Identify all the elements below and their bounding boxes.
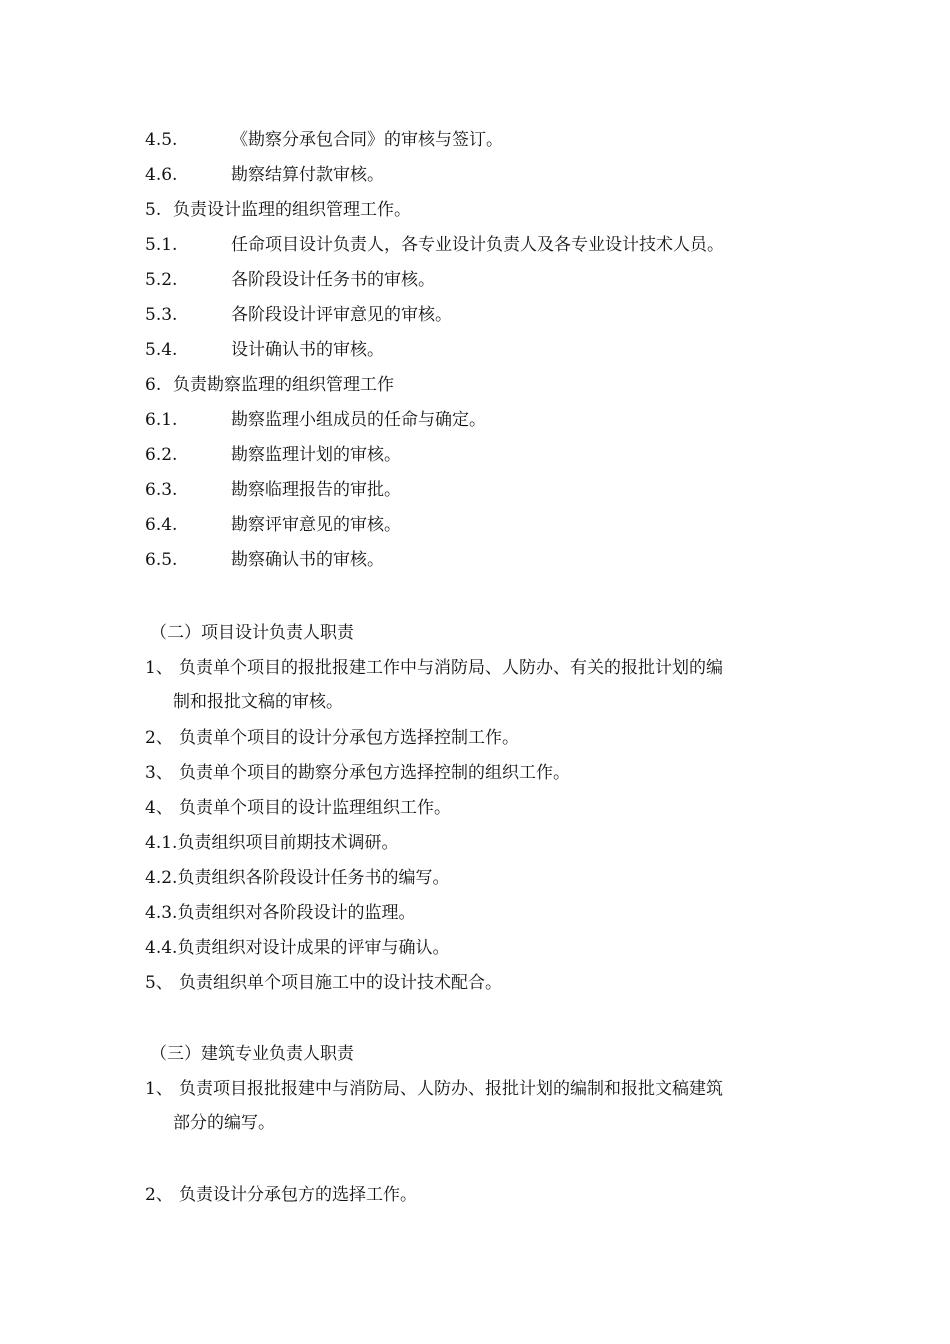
item-number: 1、	[145, 658, 173, 678]
list-item	[145, 373, 825, 397]
sub-item: 4.1.负责组织项目前期技术调研。	[145, 833, 399, 853]
sub-item: 4.4.负责组织对设计成果的评审与确认。	[145, 938, 450, 958]
item-number: 4.5.	[145, 130, 178, 150]
item-number: 5、	[145, 973, 173, 993]
list-item	[145, 303, 825, 327]
item-text: 负责项目报批报建中与消防局、人防办、报批计划的编制和报批文稿建筑	[179, 1079, 723, 1099]
section-heading: （二）项目设计负责人职责	[150, 623, 354, 643]
list-item	[145, 163, 825, 187]
list-item	[145, 338, 825, 362]
list-item	[145, 1183, 825, 1207]
list-item	[145, 268, 825, 292]
item-text: 勘察监理计划的审核。	[231, 445, 401, 465]
item-text: 《勘察分承包合同》的审核与签订。	[231, 130, 503, 150]
list-item	[145, 408, 825, 432]
item-text: 勘察确认书的审核。	[231, 550, 384, 570]
item-text: 勘察监理小组成员的任命与确定。	[231, 410, 486, 430]
list-item	[145, 443, 825, 467]
item-text: 负责设计分承包方的选择工作。	[179, 1185, 417, 1205]
list-item	[145, 478, 825, 502]
list-item	[145, 128, 825, 152]
item-text: 各阶段设计任务书的审核。	[231, 270, 435, 290]
item-number: 4、	[145, 798, 173, 818]
item-number: 6.3.	[145, 480, 178, 500]
list-item-continuation: 制和报批文稿的审核。	[173, 692, 343, 712]
list-item	[145, 796, 825, 820]
list-item	[145, 233, 825, 257]
item-text: 负责单个项目的勘察分承包方选择控制的组织工作。	[179, 763, 570, 783]
list-item	[145, 971, 825, 995]
sub-item: 4.2.负责组织各阶段设计任务书的编写。	[145, 868, 450, 888]
item-text: 任命项目设计负责人，各专业设计负责人及各专业设计技术人员。	[231, 235, 724, 255]
list-item	[145, 548, 825, 572]
list-item	[145, 761, 825, 785]
item-number: 1、	[145, 1079, 173, 1099]
item-number: 5.2.	[145, 270, 178, 290]
item-number: 6.	[145, 375, 162, 395]
list-item	[145, 1077, 825, 1101]
item-text: 负责勘察监理的组织管理工作	[173, 375, 394, 395]
list-item	[145, 513, 825, 537]
item-text: 勘察临理报告的审批。	[231, 480, 401, 500]
item-text: 勘察结算付款审核。	[231, 165, 384, 185]
item-number: 4.6.	[145, 165, 178, 185]
section-heading: （三）建筑专业负责人职责	[150, 1044, 354, 1064]
list-item	[145, 198, 825, 222]
item-text: 设计确认书的审核。	[231, 340, 384, 360]
list-item	[145, 656, 825, 680]
item-number: 2、	[145, 1185, 173, 1205]
item-number: 5.1.	[145, 235, 178, 255]
item-number: 6.4.	[145, 515, 178, 535]
item-number: 2、	[145, 728, 173, 748]
list-item-continuation: 部分的编写。	[173, 1113, 275, 1133]
item-number: 6.2.	[145, 445, 178, 465]
list-item	[145, 726, 825, 750]
item-text: 负责单个项目的报批报建工作中与消防局、人防办、有关的报批计划的编	[179, 658, 723, 678]
item-number: 5.4.	[145, 340, 178, 360]
item-text: 负责组织单个项目施工中的设计技术配合。	[179, 973, 502, 993]
item-number: 6.5.	[145, 550, 178, 570]
item-number: 5.3.	[145, 305, 178, 325]
item-number: 3、	[145, 763, 173, 783]
item-text: 负责单个项目的设计监理组织工作。	[179, 798, 451, 818]
item-text: 勘察评审意见的审核。	[231, 515, 401, 535]
item-number: 5.	[145, 200, 162, 220]
item-number: 6.1.	[145, 410, 178, 430]
item-text: 负责单个项目的设计分承包方选择控制工作。	[179, 728, 519, 748]
sub-item: 4.3.负责组织对各阶段设计的监理。	[145, 903, 416, 923]
item-text: 各阶段设计评审意见的审核。	[231, 305, 452, 325]
item-text: 负责设计监理的组织管理工作。	[173, 200, 411, 220]
